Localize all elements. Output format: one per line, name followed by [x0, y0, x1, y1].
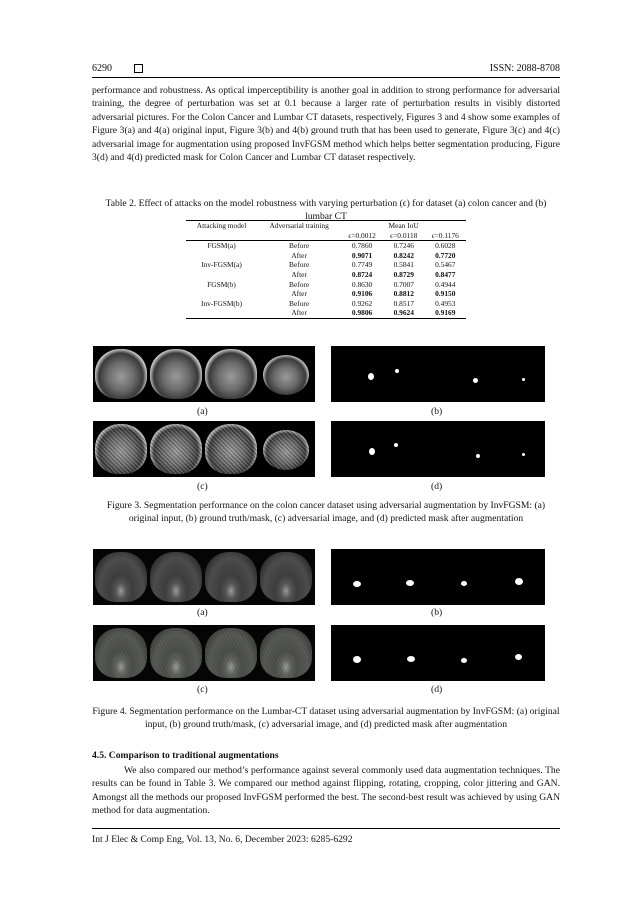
- cell-iou: 0.7749: [351, 260, 373, 270]
- cell-training: After: [257, 308, 341, 318]
- table-row: [186, 299, 466, 309]
- section-heading: 4.5. Comparison to traditional augmentations: [92, 750, 279, 761]
- th-adversarial-training: Adversarial training: [257, 221, 341, 231]
- cell-training: Before: [289, 298, 310, 308]
- mask-blob: [368, 373, 374, 380]
- cell-iou: 0.7246: [393, 241, 414, 251]
- cell-iou: 0.7007: [393, 279, 414, 289]
- fig4-label-b: (b): [431, 607, 443, 618]
- table-row: [186, 251, 466, 261]
- cell-model: [186, 251, 257, 261]
- cell-iou: 0.8242: [393, 250, 414, 260]
- cell-iou: 0.9169: [424, 308, 466, 318]
- table-row: [186, 270, 466, 280]
- table2-body: [186, 241, 466, 319]
- cell-iou: 0.9071: [351, 250, 373, 260]
- table-row: [186, 280, 466, 290]
- mask-blob: [461, 658, 467, 663]
- th-eps-2: ϵ=0.0118: [383, 231, 424, 241]
- cell-iou: 0.9106: [351, 289, 373, 299]
- th-eps-1: ϵ=0.0012: [341, 231, 383, 241]
- figure3-caption: Figure 3. Segmentation performance on the colon cancer dataset using adversarial augmentation by InvFGSM: (a) original input, (b) ground truth/mask, (c) adversarial image, and (d) predicted mask after augmentation: [106, 500, 546, 524]
- cell-iou: 0.7720: [435, 250, 456, 260]
- fig3-label-a: (a): [197, 406, 208, 417]
- mask-blob: [406, 580, 414, 586]
- cell-model: FGSM(b): [207, 279, 236, 289]
- issn-label: ISSN: 2088-8708: [489, 62, 560, 74]
- th-empty: [257, 231, 341, 241]
- th-attacking-model: Attacking model: [186, 221, 257, 231]
- ct-slice-image: [260, 628, 312, 678]
- mask-blob: [473, 378, 478, 383]
- fig3-label-b: (b): [431, 406, 443, 417]
- th-mean-iou: Mean IoU: [341, 221, 466, 231]
- fig4-panel-d: [331, 625, 545, 681]
- cell-iou: 0.4944: [435, 279, 456, 289]
- ct-slice-image: [95, 349, 147, 399]
- mask-blob: [407, 656, 415, 662]
- section-paragraph: We also compared our method’s performance against several commonly used data augmentation techniques. The results can be found in Table 3. We compared our method against flipping, rotating, cropping, color jittering and GAN. Amongst all the methods our proposed InvFGSM performed the best. The second-best result was achieved by using GAN method for data augmentation.: [92, 765, 560, 817]
- ct-slice-image: [95, 628, 147, 678]
- table2-caption: Table 2. Effect of attacks on the model robustness with varying perturbation (ϵ) for dataset (a) colon cancer and (b) lumbar CT: [105, 198, 547, 222]
- footer-citation: Int J Elec & Comp Eng, Vol. 13, No. 6, December 2023: 6285-6292: [92, 834, 353, 845]
- table-row: [186, 289, 466, 299]
- cell-model: [186, 308, 257, 318]
- cell-model: Inv-FGSM(a): [201, 260, 242, 270]
- table-row: [186, 260, 466, 270]
- mask-blob: [515, 578, 523, 585]
- fig4-panel-c: [93, 625, 315, 681]
- page-header: [92, 60, 560, 76]
- cell-training: After: [291, 250, 307, 260]
- cell-model: [186, 270, 257, 280]
- mask-blob: [476, 454, 480, 458]
- intro-paragraph: performance and robustness. As optical imperceptibility is another goal in addition to strong performance for adversarial training, the degree of perturbation was set at 0.1 because a larger rate of perturbation results in visibly distorted adversarial pictures. For the Colon Cancer and Lumbar CT datasets, respectively, Figures 3 and 4 show some examples of Figure 3(a) and 4(a) original input, Figure 3(b) and 4(b) ground truth that has been used to generate, Figure 3(c) and 4(c) adversarial image for augmentation using proposed InvFGSM method which helps better segmentation producing, Figure 3(d) and 4(d) predicted mask for Colon Cancer and Lumbar CT dataset respectively.: [92, 85, 560, 164]
- th-eps-3: ϵ=0.1176: [424, 231, 466, 241]
- table-row: [186, 308, 466, 318]
- cell-iou: 0.9806: [341, 308, 383, 318]
- mask-blob: [522, 378, 525, 381]
- cell-model: FGSM(a): [207, 241, 236, 251]
- ct-slice-image: [95, 424, 147, 474]
- fig4-label-a: (a): [197, 607, 208, 618]
- fig3-panel-c: [93, 421, 315, 477]
- ct-slice-image: [205, 552, 257, 602]
- fig3-label-c: (c): [197, 481, 208, 492]
- fig4-panel-a: [93, 549, 315, 605]
- ct-slice-image: [95, 552, 147, 602]
- fig3-label-d: (d): [431, 481, 443, 492]
- ct-slice-image: [205, 349, 257, 399]
- mask-blob: [395, 369, 399, 373]
- mask-blob: [515, 654, 522, 660]
- ct-slice-image: [260, 552, 312, 602]
- ct-slice-image: [205, 628, 257, 678]
- cell-iou: 0.8812: [393, 289, 414, 299]
- mask-blob: [353, 656, 361, 663]
- mask-blob: [461, 581, 467, 586]
- ct-slice-image: [263, 430, 309, 470]
- cell-iou: 0.7860: [351, 241, 373, 251]
- cell-iou: 0.9262: [351, 298, 373, 308]
- cell-iou: 0.8630: [351, 279, 373, 289]
- cell-iou: 0.8477: [435, 269, 456, 279]
- cell-iou: 0.9624: [383, 308, 424, 318]
- mask-blob: [522, 453, 525, 456]
- ct-slice-image: [263, 355, 309, 395]
- ct-slice-image: [150, 424, 202, 474]
- mask-blob: [394, 443, 398, 447]
- figure4-caption: Figure 4. Segmentation performance on the Lumbar-CT dataset using adversarial augmentation by InvFGSM: (a) original input, (b) ground truth/mask, (c) adversarial image, and (d) predicted mask after augmentation: [92, 706, 560, 730]
- fig3-panel-a: [93, 346, 315, 402]
- cell-training: After: [291, 289, 307, 299]
- footer-rule: [92, 828, 560, 829]
- table2: [186, 220, 466, 319]
- cell-iou: 0.4953: [435, 298, 456, 308]
- fig3-panel-b: [331, 346, 545, 402]
- ct-slice-image: [150, 628, 202, 678]
- cell-training: After: [291, 269, 307, 279]
- fig4-panel-b: [331, 549, 545, 605]
- fig4-label-c: (c): [197, 684, 208, 695]
- table-row: [186, 241, 466, 251]
- ct-slice-image: [205, 424, 257, 474]
- th-empty: [186, 231, 257, 241]
- ct-slice-image: [150, 552, 202, 602]
- cell-iou: 0.5467: [435, 260, 456, 270]
- cell-iou: 0.5841: [393, 260, 414, 270]
- ct-slice-image: [150, 349, 202, 399]
- cell-training: Before: [289, 279, 310, 289]
- page-number: 6290: [92, 62, 112, 74]
- fig4-label-d: (d): [431, 684, 443, 695]
- cell-iou: 0.9150: [435, 289, 456, 299]
- cell-iou: 0.8724: [351, 269, 373, 279]
- cell-model: Inv-FGSM(b): [200, 298, 243, 308]
- cell-iou: 0.8517: [393, 298, 414, 308]
- fig3-panel-d: [331, 421, 545, 477]
- mask-blob: [353, 581, 361, 587]
- cell-iou: 0.8729: [393, 269, 414, 279]
- cell-model: [186, 289, 257, 299]
- square-bullet-icon: [134, 64, 143, 73]
- header-rule: [92, 77, 560, 78]
- mask-blob: [369, 448, 375, 455]
- cell-iou: 0.6028: [435, 241, 456, 251]
- cell-training: Before: [289, 241, 310, 251]
- cell-training: Before: [289, 260, 310, 270]
